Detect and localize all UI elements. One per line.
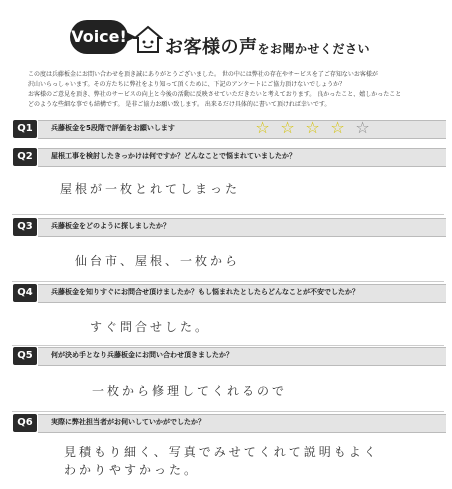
question-bar-q6 <box>38 414 446 433</box>
section-divider <box>12 281 444 282</box>
title-sub: をお聞かせください <box>257 42 371 56</box>
page-title <box>165 33 370 59</box>
answer-q5: 一枚から修理してくれるので <box>92 384 288 398</box>
question-bar-q2 <box>38 148 446 167</box>
section-divider <box>12 411 444 412</box>
section-divider <box>12 214 444 215</box>
star-icon: ☆ <box>305 118 320 137</box>
intro-line: この度は兵藤板金にお問い合わせを頂き誠にありがとうございました。 世の中には弊社の存在やサービスを了ご存知ないお客様が <box>28 71 378 78</box>
question-text-q4: 兵藤板金を知りすぐにお問合せ頂けましたか？もし悩まれたとしたらどんなことが不安でしたか？ <box>51 288 359 296</box>
question-bar-q5 <box>38 347 446 366</box>
title-main: お客様の声 <box>165 37 258 58</box>
section-divider <box>12 345 444 346</box>
star-icon: ☆ <box>255 118 270 137</box>
page-header <box>0 0 452 66</box>
question-badge-q6: Q6 <box>13 414 37 432</box>
intro-line: どのような些細な事でも結構です。 是非ご協力お願い致します。 出来るだけ具体的に書いて頂ければ幸いです。 <box>28 101 331 108</box>
question-badge-q1: Q1 <box>13 120 37 138</box>
question-bar-q3 <box>38 218 446 237</box>
question-badge-q2: Q2 <box>13 148 37 166</box>
intro-text <box>28 70 438 110</box>
answer-q2: 屋根が一枚とれてしまった <box>60 182 241 196</box>
question-text-q6: 実際に弊社担当者がお伺いしていかがでしたか？ <box>51 418 205 426</box>
intro-line: お客様のご意見を頂き、弊社のサービスの向上と今後の活動に反映させていただきたいと考えております。 良かったこと、嬉しかったこと <box>28 91 402 98</box>
question-badge-q5: Q5 <box>13 347 37 365</box>
answer-q6: 見積もり細く、写真でみせてくれて説明もよく <box>64 445 379 459</box>
star-icon: ☆ <box>330 118 345 137</box>
intro-line: 沢山いらっしゃいます。その方たちに弊社をより知って頂くために、下記のアンケートにご協力頂けないでしょうか？ <box>28 81 346 88</box>
house-icon <box>133 24 163 54</box>
answer-q3: 仙台市、屋根、一枚から <box>75 254 241 268</box>
question-badge-q4: Q4 <box>13 284 37 302</box>
answer-q4: すぐ問合せした。 <box>90 320 211 334</box>
question-text-q2: 屋根工事を検討したきっかけは何ですか？どんなことで悩まれていましたか？ <box>51 152 296 160</box>
answer-q6-line2: わかりやすかった。 <box>64 463 200 477</box>
star-icon: ☆ <box>355 118 370 137</box>
question-bar-q4 <box>38 284 446 303</box>
voice-badge: Voice! <box>70 20 128 54</box>
star-icon: ☆ <box>280 118 295 137</box>
rating-stars <box>250 118 410 138</box>
question-text-q3: 兵藤板金をどのように探しましたか？ <box>51 222 170 230</box>
question-text-q1: 兵藤板金を5段階で評価をお願いします <box>51 124 175 132</box>
question-text-q5: 何が決め手となり兵藤板金にお問い合わせ頂きましたか？ <box>51 351 233 359</box>
question-badge-q3: Q3 <box>13 218 37 236</box>
